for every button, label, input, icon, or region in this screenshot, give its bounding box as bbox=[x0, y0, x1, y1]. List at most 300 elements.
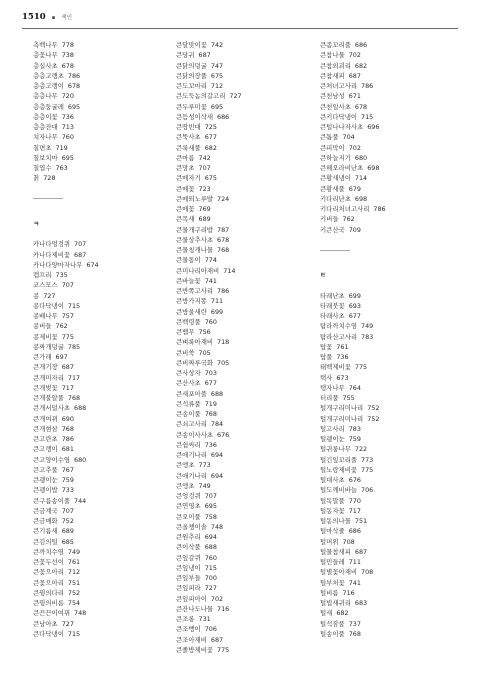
index-page-number: 675 bbox=[204, 174, 217, 183]
index-page-number: 738 bbox=[61, 51, 74, 60]
index-entry bbox=[320, 608, 450, 618]
index-term: 큰기름새 bbox=[33, 527, 58, 536]
index-entry bbox=[33, 122, 163, 132]
index-term: 큰잎피아이 bbox=[176, 594, 207, 603]
index-page-number: 678 bbox=[217, 235, 230, 244]
index-entry bbox=[33, 173, 163, 183]
index-term: 큰개기장 bbox=[33, 363, 58, 372]
index-page-number: 706 bbox=[361, 486, 374, 495]
index-group-heading: ㅋ bbox=[33, 219, 40, 228]
index-page-number: 673 bbox=[336, 373, 349, 382]
index-entry bbox=[176, 266, 306, 276]
index-entry bbox=[320, 373, 450, 383]
index-entry bbox=[176, 276, 306, 286]
index-page-number: 699 bbox=[348, 291, 361, 300]
index-page-number: 727 bbox=[61, 619, 74, 628]
index-term: 큰조롱 bbox=[176, 615, 195, 623]
index-page-number: 715 bbox=[67, 629, 81, 638]
index-term: 털새 bbox=[320, 609, 333, 618]
index-entry bbox=[33, 496, 163, 506]
index-term: 큰연영초 bbox=[176, 502, 201, 511]
index-entry bbox=[176, 522, 306, 532]
index-page-number: 761 bbox=[336, 342, 349, 351]
index-entry bbox=[33, 291, 163, 301]
index-entry bbox=[176, 296, 306, 306]
index-entry bbox=[320, 434, 450, 444]
index-term: 큰개벚꽃 bbox=[33, 383, 58, 392]
index-page-number: 687 bbox=[354, 547, 368, 556]
index-term: 큰가래 bbox=[33, 353, 52, 361]
index-page-number: 755 bbox=[342, 394, 355, 402]
index-page-number: 677 bbox=[348, 312, 361, 320]
index-entry bbox=[320, 184, 450, 194]
index-page-number: 696 bbox=[367, 123, 380, 131]
index-entry bbox=[320, 40, 450, 50]
index-term: 층꽃나무 bbox=[33, 51, 58, 60]
index-term: 큰도둑놈의갈고리 bbox=[176, 92, 226, 101]
index-entry bbox=[320, 537, 450, 547]
index-page-number: 693 bbox=[348, 301, 361, 310]
index-entry bbox=[320, 598, 450, 608]
index-term: 큰메뙤노루발 bbox=[176, 194, 214, 203]
index-entry bbox=[320, 352, 450, 362]
index-page-number: 742 bbox=[210, 41, 224, 49]
index-entry bbox=[176, 91, 306, 101]
index-entry bbox=[33, 547, 163, 557]
index-entry bbox=[320, 567, 450, 577]
index-page-number: 741 bbox=[348, 578, 361, 587]
index-page-number: 770 bbox=[348, 496, 361, 505]
index-entry bbox=[176, 317, 306, 327]
index-page-number: 687 bbox=[61, 363, 74, 372]
index-term: 큰비쑥 bbox=[176, 348, 195, 357]
index-page-number: 714 bbox=[354, 174, 368, 183]
index-entry bbox=[176, 471, 306, 481]
index-page-number: 687 bbox=[348, 71, 361, 80]
index-page-number: 759 bbox=[348, 435, 361, 443]
index-term: 큰메꽃 bbox=[176, 184, 195, 193]
index-term: 털긴잎꼬리풀 bbox=[320, 455, 358, 464]
index-page-number: 727 bbox=[229, 92, 242, 101]
index-term: 태백제비꽃 bbox=[320, 363, 351, 372]
index-term: 큰미나리아재비 bbox=[176, 266, 220, 275]
index-entry bbox=[33, 163, 163, 173]
index-page-number: 694 bbox=[204, 533, 217, 541]
index-entry bbox=[176, 61, 306, 71]
index-entry bbox=[33, 455, 163, 465]
index-entry bbox=[176, 553, 306, 563]
index-entry bbox=[176, 348, 306, 358]
index-term: 층층고랭초 bbox=[33, 71, 64, 80]
index-page-number: 707 bbox=[74, 240, 87, 249]
index-term: 큰김의털 bbox=[33, 537, 58, 546]
index-entry bbox=[320, 91, 450, 101]
index-entry bbox=[33, 526, 163, 536]
index-term: 털부처꽃 bbox=[320, 578, 345, 587]
index-term: 큰쉽싸리 bbox=[176, 440, 201, 449]
index-page-number: 762 bbox=[55, 322, 68, 331]
index-entry bbox=[33, 383, 163, 393]
index-page-number: 695 bbox=[61, 153, 74, 162]
index-page-number: 697 bbox=[55, 353, 68, 361]
index-entry bbox=[176, 163, 306, 173]
index-entry bbox=[320, 102, 450, 112]
index-page-number: 677 bbox=[204, 133, 217, 142]
index-term: 콩버들 bbox=[33, 322, 52, 331]
index-term: 큰개여뀌 bbox=[33, 414, 58, 423]
index-term: 큰천남성 bbox=[320, 92, 345, 101]
index-page-number: 786 bbox=[361, 82, 374, 90]
index-term: 치자나무 bbox=[33, 133, 58, 142]
index-page-number: 694 bbox=[210, 451, 224, 459]
index-page-number: 698 bbox=[354, 194, 368, 203]
index-entry bbox=[320, 578, 450, 588]
index-page-number: 715 bbox=[361, 112, 374, 121]
index-entry bbox=[176, 225, 306, 235]
index-page-number: 767 bbox=[61, 465, 74, 474]
index-page-number: 736 bbox=[61, 112, 74, 121]
index-entry bbox=[320, 516, 450, 526]
index-term: 칠보치마 bbox=[33, 153, 58, 162]
index-entry bbox=[33, 81, 163, 91]
index-entry bbox=[33, 311, 163, 321]
group-separator bbox=[320, 250, 450, 260]
index-entry bbox=[33, 598, 163, 608]
index-entry bbox=[320, 143, 450, 153]
index-term: 큰듬성이삭새 bbox=[176, 112, 214, 121]
index-page-number: 702 bbox=[348, 143, 361, 152]
index-page-number: 709 bbox=[348, 225, 361, 234]
index-term: 큰황새냉이 bbox=[320, 174, 351, 183]
index-term: 탑꽃 bbox=[320, 342, 333, 351]
index-page-number: 737 bbox=[348, 619, 361, 628]
index-term: 큰끈끈이여뀌 bbox=[33, 609, 71, 618]
index-term: 타래붓꽃 bbox=[320, 301, 345, 310]
index-page-number: 775 bbox=[61, 332, 74, 341]
index-page-number: 752 bbox=[61, 517, 74, 525]
index-term: 큰매자기 bbox=[176, 174, 201, 183]
index-term: 큰개현삼 bbox=[33, 424, 58, 433]
index-entry bbox=[176, 399, 306, 409]
index-entry bbox=[176, 358, 306, 368]
header-separator: ▪ bbox=[51, 15, 56, 21]
index-page-number: 715 bbox=[67, 301, 81, 310]
index-term: 털동의나물 bbox=[320, 517, 351, 525]
index-page-number: 785 bbox=[67, 342, 81, 351]
index-term: 큰잎피라 bbox=[176, 584, 201, 593]
index-page-number: 674 bbox=[86, 260, 99, 269]
index-term: 털민들레 bbox=[320, 558, 345, 566]
index-page-number: 705 bbox=[198, 348, 211, 357]
index-page-number: 736 bbox=[204, 440, 217, 449]
index-term: 큰달맞이꽃 bbox=[176, 41, 207, 49]
index-page-number: 704 bbox=[342, 133, 355, 142]
index-entry bbox=[176, 132, 306, 142]
index-term: 카나다제비꽃 bbox=[33, 250, 71, 259]
index-term: 큰하늘지기 bbox=[320, 153, 351, 162]
index-page-number: 761 bbox=[67, 558, 81, 566]
index-term: 큰비짜루국화 bbox=[176, 358, 214, 367]
index-page-number: 717 bbox=[348, 506, 361, 515]
index-page-number: 694 bbox=[210, 471, 224, 480]
index-term: 큰이삭풀 bbox=[176, 543, 201, 552]
index-page-number: 751 bbox=[354, 517, 368, 525]
index-term: 층층이꽃 bbox=[33, 112, 58, 121]
index-page-number: 676 bbox=[348, 476, 361, 484]
index-page-number: 768 bbox=[348, 629, 361, 638]
index-page-number: 687 bbox=[198, 51, 211, 60]
index-entry bbox=[176, 378, 306, 388]
index-page-number: 678 bbox=[67, 82, 81, 90]
index-entry bbox=[320, 465, 450, 475]
index-page-number: 698 bbox=[367, 164, 380, 172]
index-entry bbox=[176, 50, 306, 60]
index-entry bbox=[320, 153, 450, 163]
index-term: 큰황새풀 bbox=[320, 184, 345, 193]
index-entry bbox=[176, 122, 306, 132]
index-entry bbox=[320, 321, 450, 331]
index-term: 큰룩새풀 bbox=[176, 143, 201, 152]
index-entry bbox=[176, 143, 306, 153]
index-entry bbox=[176, 112, 306, 122]
index-page-number: 718 bbox=[217, 338, 230, 347]
index-entry bbox=[176, 573, 306, 583]
index-page-number: 760 bbox=[61, 133, 74, 142]
index-page-number: 688 bbox=[74, 404, 87, 413]
index-term: 타래사초 bbox=[320, 312, 345, 320]
index-term: 큰좀꼬리풀 bbox=[320, 41, 351, 49]
index-term: 털괭이눈 bbox=[320, 435, 345, 443]
index-entry bbox=[176, 184, 306, 194]
index-term: 큰메꽃 bbox=[176, 205, 195, 213]
index-page-number: 719 bbox=[55, 143, 68, 152]
index-page-number: 715 bbox=[204, 563, 217, 572]
index-term: 큰엉겅퀴 bbox=[176, 492, 201, 500]
index-entry bbox=[320, 393, 450, 403]
index-page-number: 778 bbox=[61, 41, 74, 49]
index-page-number: 773 bbox=[198, 461, 211, 470]
index-page-number: 677 bbox=[204, 379, 217, 388]
index-page-number: 725 bbox=[204, 123, 217, 131]
index-term: 큰도꼬마리 bbox=[176, 82, 207, 90]
index-page-number: 695 bbox=[210, 102, 224, 111]
index-term: 큰톱풀 bbox=[320, 133, 339, 142]
index-term: 큰방가지똥 bbox=[176, 297, 207, 306]
index-term: 털석잠풀 bbox=[320, 619, 345, 628]
index-term: 큰방울새란 bbox=[176, 307, 207, 316]
index-page-number: 786 bbox=[217, 287, 230, 295]
index-entry bbox=[320, 557, 450, 567]
index-term: 카나다엉겅퀴 bbox=[33, 240, 71, 249]
index-term: 큰졸방제비꽃 bbox=[176, 645, 214, 654]
index-entry bbox=[176, 604, 306, 614]
index-page-number: 720 bbox=[61, 92, 74, 101]
index-term: 층층고랭이 bbox=[33, 82, 64, 90]
index-term: 큰개미자리 bbox=[33, 373, 64, 382]
index-term: 털물참새피 bbox=[320, 547, 351, 556]
index-page-number: 706 bbox=[204, 625, 217, 634]
index-term: 큰고랭이 bbox=[33, 445, 58, 454]
index-entry bbox=[320, 629, 450, 639]
index-page-number: 690 bbox=[61, 414, 74, 423]
index-page-number: 749 bbox=[198, 481, 211, 490]
index-term: 털노랑제비꽃 bbox=[320, 465, 358, 474]
index-entry bbox=[176, 430, 306, 440]
index-entry bbox=[33, 424, 163, 434]
index-page-number: 723 bbox=[198, 184, 211, 193]
index-term: 탐라까치수염 bbox=[320, 322, 358, 331]
index-term: 큰반쪽고사리 bbox=[176, 287, 214, 295]
index-entry bbox=[176, 71, 306, 81]
header-title: 색인 bbox=[61, 15, 73, 21]
index-page-number: 700 bbox=[204, 574, 217, 582]
index-entry bbox=[176, 368, 306, 378]
index-page-number: 783 bbox=[361, 332, 374, 341]
index-term: 큰키다닥냉이 bbox=[320, 112, 358, 121]
index-term: 털마삭줄 bbox=[320, 527, 345, 536]
index-page-number: 702 bbox=[348, 51, 361, 60]
index-entry bbox=[176, 645, 306, 655]
index-page-number: 768 bbox=[217, 246, 230, 254]
index-entry bbox=[33, 332, 163, 342]
index-term: 털동자꽃 bbox=[320, 506, 345, 515]
index-page-number: 680 bbox=[74, 455, 87, 464]
index-entry bbox=[176, 337, 306, 347]
index-entry bbox=[176, 102, 306, 112]
index-entry bbox=[33, 588, 163, 598]
index-page-number: 685 bbox=[61, 537, 74, 546]
index-page-number: 741 bbox=[204, 276, 217, 285]
index-entry bbox=[33, 557, 163, 567]
index-entry bbox=[320, 342, 450, 352]
index-entry bbox=[320, 496, 450, 506]
spacer bbox=[320, 260, 450, 270]
index-term: 층층둥굴레 bbox=[33, 102, 64, 111]
index-entry bbox=[33, 578, 163, 588]
index-term: 큰뱀무 bbox=[176, 328, 195, 336]
index-term: 콩배나무 bbox=[33, 312, 58, 320]
index-term: 큰개불알풀 bbox=[33, 394, 64, 402]
index-entry bbox=[320, 424, 450, 434]
index-entry bbox=[33, 537, 163, 547]
index-entry bbox=[33, 403, 163, 413]
index-page-number: 681 bbox=[61, 445, 74, 454]
index-entry bbox=[320, 383, 450, 393]
index-entry bbox=[33, 393, 163, 403]
index-term: 큰피막이 bbox=[320, 143, 345, 152]
index-term: 큰마름 bbox=[176, 153, 195, 162]
index-page-number: 688 bbox=[204, 543, 217, 552]
index-page-number: 682 bbox=[336, 609, 349, 618]
index-page-number: 679 bbox=[348, 184, 361, 193]
index-entry bbox=[33, 132, 163, 142]
index-term: 털도깨비바늘 bbox=[320, 486, 358, 495]
index-page-number: 703 bbox=[204, 369, 217, 377]
index-entry bbox=[176, 532, 306, 542]
index-term: 털빕새귀리 bbox=[320, 599, 351, 607]
index-entry bbox=[176, 491, 306, 501]
index-term: 큰애기나리 bbox=[176, 451, 207, 459]
page-number: 1510 bbox=[22, 12, 46, 22]
index-entry bbox=[320, 301, 450, 311]
index-entry bbox=[176, 450, 306, 460]
index-page-number: 683 bbox=[354, 599, 368, 607]
index-page-number: 760 bbox=[204, 553, 217, 562]
index-term: 큰백령풀 bbox=[176, 317, 201, 326]
index-term: 털귀룽나무 bbox=[320, 445, 351, 454]
index-page-number: 742 bbox=[198, 153, 211, 162]
index-term: 큰물상추사초 bbox=[176, 235, 214, 244]
index-entry bbox=[320, 588, 450, 598]
index-term: 큰닭의장풀 bbox=[176, 71, 207, 80]
index-column-2 bbox=[176, 40, 306, 655]
index-page-number: 744 bbox=[74, 496, 87, 505]
index-page-number: 705 bbox=[217, 358, 230, 367]
index-page-number: 764 bbox=[348, 383, 361, 392]
index-term: 털개구리미나리 bbox=[320, 404, 364, 413]
index-page-number: 686 bbox=[348, 527, 361, 536]
index-term: 키다리난초 bbox=[320, 194, 351, 203]
index-page-number: 716 bbox=[217, 604, 230, 613]
index-entry bbox=[176, 409, 306, 419]
index-entry bbox=[176, 286, 306, 296]
index-term: 큰꽃으아리 bbox=[33, 568, 64, 577]
index-page-number: 748 bbox=[210, 522, 224, 531]
index-entry bbox=[176, 512, 306, 522]
index-term: 큰올챙이솔 bbox=[176, 522, 207, 531]
index-entry bbox=[176, 245, 306, 255]
index-entry bbox=[33, 414, 163, 424]
index-term: 콩제비꽃 bbox=[33, 332, 58, 341]
index-entry bbox=[320, 403, 450, 413]
index-page-number: 707 bbox=[198, 164, 211, 172]
index-entry bbox=[33, 516, 163, 526]
index-entry bbox=[176, 440, 306, 450]
index-term: 큰금매화 bbox=[33, 517, 58, 525]
index-page-number: 712 bbox=[210, 82, 224, 90]
index-term: 큰꿩의비름 bbox=[33, 599, 64, 607]
index-entry bbox=[176, 501, 306, 511]
index-page-number: 687 bbox=[74, 250, 87, 259]
index-entry bbox=[33, 50, 163, 60]
index-entry bbox=[320, 362, 450, 372]
index-entry bbox=[33, 91, 163, 101]
index-term: 큰잎부들 bbox=[176, 574, 201, 582]
index-term: 큰털나나자사초 bbox=[320, 123, 364, 131]
index-entry bbox=[33, 40, 163, 50]
index-term: 콩짜개덩굴 bbox=[33, 342, 64, 351]
index-term: 큰참새피 bbox=[320, 71, 345, 80]
index-page-number: 768 bbox=[61, 424, 74, 433]
index-page-number: 689 bbox=[198, 215, 211, 224]
index-entry bbox=[320, 526, 450, 536]
separator-line bbox=[33, 198, 63, 199]
index-entry bbox=[320, 506, 450, 516]
index-entry bbox=[320, 547, 450, 557]
index-entry bbox=[33, 71, 163, 81]
index-term: 칠면초 bbox=[33, 143, 52, 152]
index-page-number: 787 bbox=[217, 225, 230, 234]
index-entry bbox=[320, 214, 450, 224]
index-entry bbox=[320, 414, 450, 424]
index-term: 큰천일사초 bbox=[320, 102, 351, 111]
index-term: 키다리처녀고사리 bbox=[320, 205, 370, 213]
index-term: 큰닭의덩굴 bbox=[176, 61, 207, 70]
index-term: 큰애기나리 bbox=[176, 471, 207, 480]
index-entry bbox=[320, 81, 450, 91]
index-term: 큰앵초 bbox=[176, 481, 195, 490]
index-entry bbox=[320, 112, 450, 122]
